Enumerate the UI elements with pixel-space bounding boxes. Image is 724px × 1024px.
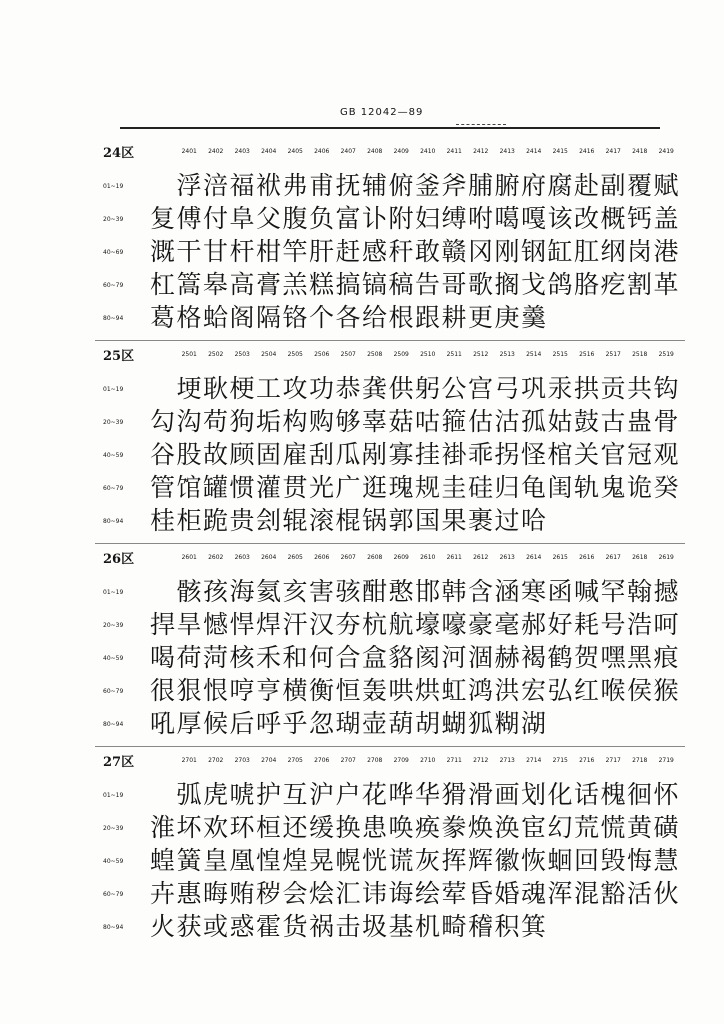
row-characters: 淮坏欢环桓还缓换患唤痪豢焕涣宦幻荒慌黄磺 xyxy=(150,813,681,842)
row-characters: 复傅付阜父腹负富讣附妇缚咐噶嘎该改概钙盖 xyxy=(150,204,681,233)
column-code-header xyxy=(176,351,680,359)
char-row xyxy=(0,710,724,738)
row-range-label: 40~59 xyxy=(103,858,124,865)
column-code: 2513 xyxy=(499,351,515,358)
column-code: 2605 xyxy=(287,554,303,561)
column-code: 2405 xyxy=(287,148,303,155)
char-row xyxy=(0,375,724,403)
row-range-label: 40~69 xyxy=(103,249,124,256)
row-range-label: 40~59 xyxy=(103,452,124,459)
column-code: 2709 xyxy=(393,757,409,764)
column-code: 2714 xyxy=(526,757,542,764)
section-label: 24区 xyxy=(103,146,135,161)
section-26 xyxy=(0,546,724,746)
column-code: 2507 xyxy=(340,351,356,358)
column-code: 2516 xyxy=(579,351,595,358)
column-code: 2615 xyxy=(552,554,568,561)
column-code: 2612 xyxy=(473,554,489,561)
column-code: 2510 xyxy=(420,351,436,358)
column-code: 2508 xyxy=(367,351,383,358)
column-code: 2719 xyxy=(658,757,674,764)
column-code: 2409 xyxy=(393,148,409,155)
char-row xyxy=(0,172,724,200)
column-code: 2601 xyxy=(181,554,197,561)
column-code: 2617 xyxy=(605,554,621,561)
column-code: 2613 xyxy=(499,554,515,561)
char-row xyxy=(0,238,724,266)
row-characters: 浮涪福袱弗甫抚辅俯釜斧脯腑府腐赴副覆赋 xyxy=(176,171,681,200)
column-code: 2411 xyxy=(446,148,462,155)
row-characters: 管馆罐惯灌贯光广逛瑰规圭硅归龟闺轨鬼诡癸 xyxy=(150,473,681,502)
column-code: 2703 xyxy=(234,757,250,764)
column-code: 2711 xyxy=(446,757,462,764)
column-code: 2404 xyxy=(261,148,277,155)
column-code: 2611 xyxy=(446,554,462,561)
column-code: 2410 xyxy=(420,148,436,155)
column-code: 2604 xyxy=(261,554,277,561)
char-row xyxy=(0,441,724,469)
column-code: 2717 xyxy=(605,757,621,764)
row-range-label: 80~94 xyxy=(103,721,124,728)
column-code: 2603 xyxy=(234,554,250,561)
column-code: 2517 xyxy=(605,351,621,358)
column-code: 2715 xyxy=(552,757,568,764)
row-characters: 很狠恨哼亨横衡恒轰哄烘虹鸿洪宏弘红喉侯猴 xyxy=(150,676,681,705)
column-code: 2614 xyxy=(526,554,542,561)
column-code: 2418 xyxy=(632,148,648,155)
char-row xyxy=(0,304,724,332)
column-code: 2512 xyxy=(473,351,489,358)
column-code: 2419 xyxy=(658,148,674,155)
column-code-header xyxy=(176,148,680,156)
column-code: 2401 xyxy=(181,148,197,155)
column-code: 2602 xyxy=(208,554,224,561)
column-code: 2619 xyxy=(658,554,674,561)
char-row xyxy=(0,408,724,436)
column-code: 2606 xyxy=(314,554,330,561)
row-range-label: 40~59 xyxy=(103,655,124,662)
char-row xyxy=(0,611,724,639)
column-code: 2519 xyxy=(658,351,674,358)
section-25 xyxy=(0,343,724,543)
section-separator xyxy=(95,543,685,544)
column-code: 2705 xyxy=(287,757,303,764)
column-code: 2412 xyxy=(473,148,489,155)
column-code: 2708 xyxy=(367,757,383,764)
row-characters: 喝荷菏核禾和何合盒貉阂河涸赫褐鹤贺嘿黑痕 xyxy=(150,643,681,672)
row-range-label: 01~19 xyxy=(103,183,124,190)
row-characters: 火获或惑霍货祸击圾基机畸稽积箕 xyxy=(150,912,548,941)
column-code: 2701 xyxy=(181,757,197,764)
column-code: 2608 xyxy=(367,554,383,561)
row-range-label: 01~19 xyxy=(103,792,124,799)
char-row xyxy=(0,507,724,535)
char-row xyxy=(0,578,724,606)
column-code: 2514 xyxy=(526,351,542,358)
char-row xyxy=(0,913,724,941)
row-range-label: 60~79 xyxy=(103,688,124,695)
column-code: 2408 xyxy=(367,148,383,155)
column-code: 2413 xyxy=(499,148,515,155)
column-code-header xyxy=(176,554,680,562)
column-code: 2518 xyxy=(632,351,648,358)
row-range-label: 20~39 xyxy=(103,622,124,629)
column-code: 2704 xyxy=(261,757,277,764)
column-code: 2609 xyxy=(393,554,409,561)
header-rule xyxy=(120,127,660,129)
header-dash-decoration xyxy=(456,124,506,125)
row-characters: 蝗簧皇凰惶煌晃幌恍谎灰挥辉徽恢蛔回毁悔慧 xyxy=(150,846,681,875)
column-code: 2407 xyxy=(340,148,356,155)
char-row xyxy=(0,644,724,672)
row-range-label: 01~19 xyxy=(103,589,124,596)
section-label: 27区 xyxy=(103,755,135,770)
row-characters: 勾沟苟狗垢构购够辜菇咕箍估沽孤姑鼓古蛊骨 xyxy=(150,407,681,436)
column-code: 2610 xyxy=(420,554,436,561)
column-code: 2417 xyxy=(605,148,621,155)
column-code: 2702 xyxy=(208,757,224,764)
row-range-label: 20~39 xyxy=(103,216,124,223)
row-range-label: 60~79 xyxy=(103,282,124,289)
column-code: 2515 xyxy=(552,351,568,358)
column-code: 2718 xyxy=(632,757,648,764)
section-24 xyxy=(0,140,724,340)
column-code: 2710 xyxy=(420,757,436,764)
column-code: 2607 xyxy=(340,554,356,561)
row-range-label: 80~94 xyxy=(103,315,124,322)
section-27 xyxy=(0,749,724,949)
column-code-header xyxy=(176,757,680,765)
column-code: 2406 xyxy=(314,148,330,155)
row-characters: 弧虎唬护互沪户花哗华猾滑画划化话槐徊怀 xyxy=(176,780,681,809)
column-code: 2707 xyxy=(340,757,356,764)
row-characters: 卉惠晦贿秽会烩汇讳诲绘荤昏婚魂浑混豁活伙 xyxy=(150,879,681,908)
row-characters: 杠篙皋高膏羔糕搞镐稿告哥歌搁戈鸽胳疙割革 xyxy=(150,270,681,299)
row-range-label: 20~39 xyxy=(103,825,124,832)
row-range-label: 01~19 xyxy=(103,386,124,393)
column-code: 2504 xyxy=(261,351,277,358)
row-characters: 骸孩海氦亥害骇酣憨邯韩含涵寒函喊罕翰撼 xyxy=(176,577,681,606)
section-separator xyxy=(95,746,685,747)
column-code: 2712 xyxy=(473,757,489,764)
row-characters: 葛格蛤阁隔铬个各给根跟耕更庚羹 xyxy=(150,303,548,332)
document-code: GB 12042—89 xyxy=(340,107,424,118)
column-code: 2414 xyxy=(526,148,542,155)
column-code: 2415 xyxy=(552,148,568,155)
char-row xyxy=(0,271,724,299)
row-characters: 桂柜跪贵刽辊滚棍锅郭国果裹过哈 xyxy=(150,506,548,535)
column-code: 2706 xyxy=(314,757,330,764)
column-code: 2402 xyxy=(208,148,224,155)
row-characters: 吼厚候后呼乎忽瑚壶葫胡蝴狐糊湖 xyxy=(150,709,548,738)
row-range-label: 60~79 xyxy=(103,891,124,898)
column-code: 2618 xyxy=(632,554,648,561)
row-range-label: 60~79 xyxy=(103,485,124,492)
column-code: 2503 xyxy=(234,351,250,358)
column-code: 2616 xyxy=(579,554,595,561)
column-code: 2502 xyxy=(208,351,224,358)
row-range-label: 80~94 xyxy=(103,924,124,931)
column-code: 2501 xyxy=(181,351,197,358)
section-separator xyxy=(95,340,685,341)
row-characters: 溉干甘杆柑竿肝赶感秆敢赣冈刚钢缸肛纲岗港 xyxy=(150,237,681,266)
column-code: 2505 xyxy=(287,351,303,358)
char-row xyxy=(0,880,724,908)
char-row xyxy=(0,847,724,875)
row-characters: 谷股故顾固雇刮瓜剐寡挂褂乖拐怪棺关官冠观 xyxy=(150,440,681,469)
char-row xyxy=(0,781,724,809)
column-code: 2509 xyxy=(393,351,409,358)
char-row xyxy=(0,205,724,233)
section-label: 26区 xyxy=(103,552,135,567)
column-code: 2716 xyxy=(579,757,595,764)
char-row xyxy=(0,677,724,705)
row-characters: 埂耿梗工攻功恭龚供躬公宫弓巩汞拱贡共钩 xyxy=(176,374,681,403)
column-code: 2506 xyxy=(314,351,330,358)
column-code: 2403 xyxy=(234,148,250,155)
column-code: 2416 xyxy=(579,148,595,155)
row-range-label: 80~94 xyxy=(103,518,124,525)
column-code: 2713 xyxy=(499,757,515,764)
row-characters: 捍旱憾悍焊汗汉夯杭航壕嚎豪毫郝好耗号浩呵 xyxy=(150,610,681,639)
section-label: 25区 xyxy=(103,349,135,364)
column-code: 2511 xyxy=(446,351,462,358)
row-range-label: 20~39 xyxy=(103,419,124,426)
char-row xyxy=(0,474,724,502)
char-row xyxy=(0,814,724,842)
